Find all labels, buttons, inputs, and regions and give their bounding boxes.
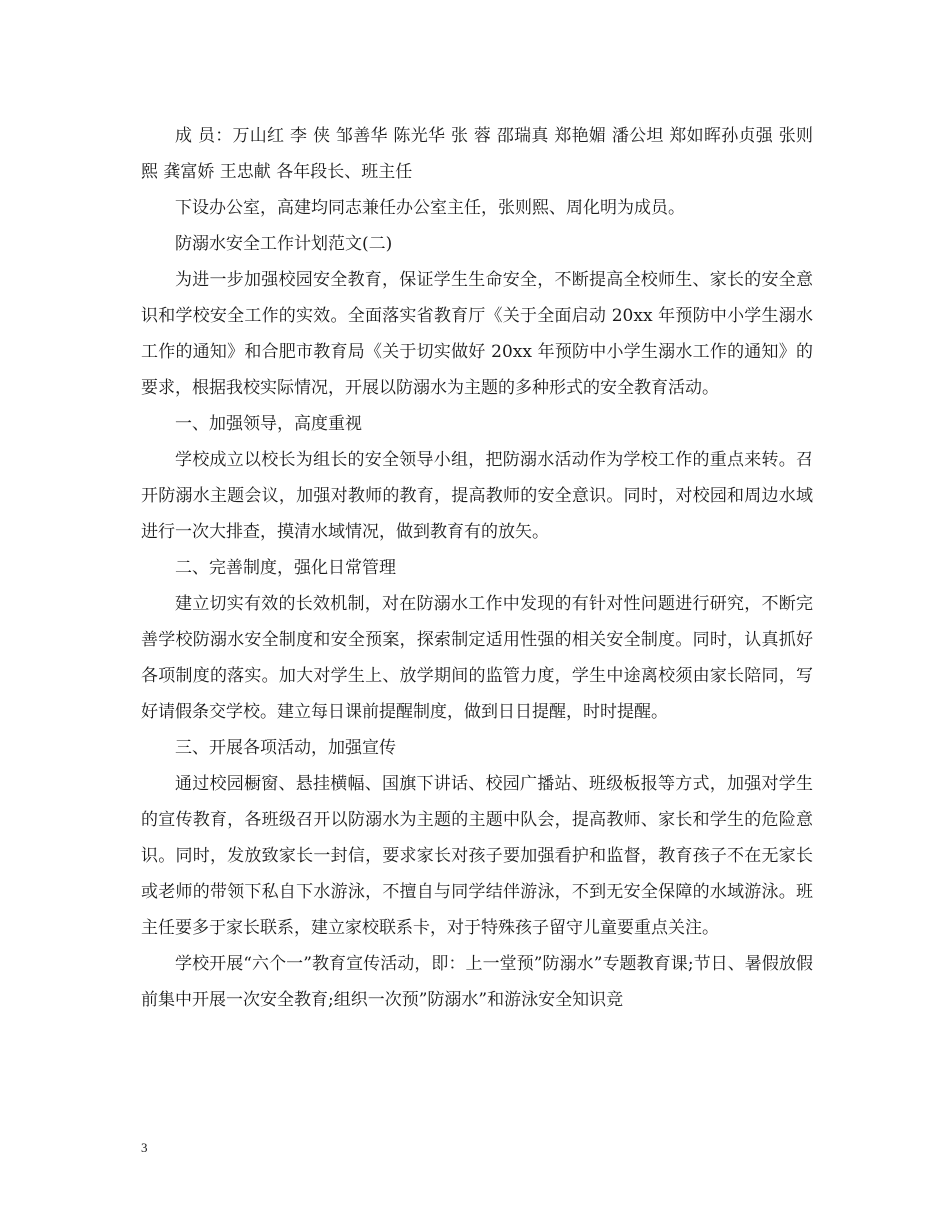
document-body xyxy=(141,118,813,1018)
heading-2: 二、完善制度，强化日常管理 xyxy=(175,558,396,578)
paragraph-intro: 为进一步加强校园安全教育，保证学生生命安全，不断提高全校师生、家长的安全意识和学校安全工作的实效。全面落实省教育厅《关于全面启动 20xx 年预防中小学生溺水工作的通知》和合肥市教育局《关于切实做好 20xx 年预防中小学生溺水工作的通知》的要求，根据我校实际情况，开展以防溺水为主题的多种形式的安全教育活动。 xyxy=(141,270,813,398)
paragraph-2: 建立切实有效的长效机制，对在防溺水工作中发现的有针对性问题进行研究，不断完善学校防溺水安全制度和安全预案，探索制定适用性强的相关安全制度。同时，认真抓好各项制度的落实。加大对学生上、放学期间的监管力度，学生中途离校须由家长陪同，写好请假条交学校。建立每日课前提醒制度，做到日日提醒，时时提醒。 xyxy=(141,594,813,722)
paragraph-1: 学校成立以校长为组长的安全领导小组，把防溺水活动作为学校工作的重点来转。召开防溺水主题会议，加强对教师的教育，提高教师的安全意识。同时，对校园和周边水域进行一次大排查，摸清水域情况，做到教育有的放矢。 xyxy=(141,450,813,542)
paragraph-members: 成 员：万山红 李 侠 邹善华 陈光华 张 蓉 邵瑞真 郑艳媚 潘公坦 郑如晖孙贞强 张则熙 龚富娇 王忠献 各年段长、班主任 xyxy=(141,126,813,182)
section-title: 防溺水安全工作计划范文(二) xyxy=(175,234,393,254)
paragraph-4: 学校开展“六个一”教育宣传活动，即：上一堂预”防溺水”专题教育课;节日、暑假放假前集中开展一次安全教育;组织一次预”防溺水”和游泳安全知识竞 xyxy=(141,954,813,1010)
page-number: 3 xyxy=(141,1140,148,1155)
heading-3: 三、开展各项活动，加强宣传 xyxy=(175,738,396,758)
paragraph-office: 下设办公室，高建均同志兼任办公室主任，张则熙、周化明为成员。 xyxy=(175,198,685,218)
paragraph-3: 通过校园橱窗、悬挂横幅、国旗下讲话、校园广播站、班级板报等方式，加强对学生的宣传教育，各班级召开以防溺水为主题的主题中队会，提高教师、家长和学生的危险意识。同时，发放致家长一封信，要求家长对孩子要加强看护和监督，教育孩子不在无家长或老师的带领下私自下水游泳，不擅自与同学结伴游泳，不到无安全保障的水域游泳。班主任要多于家长联系，建立家校联系卡，对于特殊孩子留守儿童要重点关注。 xyxy=(141,774,813,938)
heading-1: 一、加强领导，高度重视 xyxy=(175,414,362,434)
